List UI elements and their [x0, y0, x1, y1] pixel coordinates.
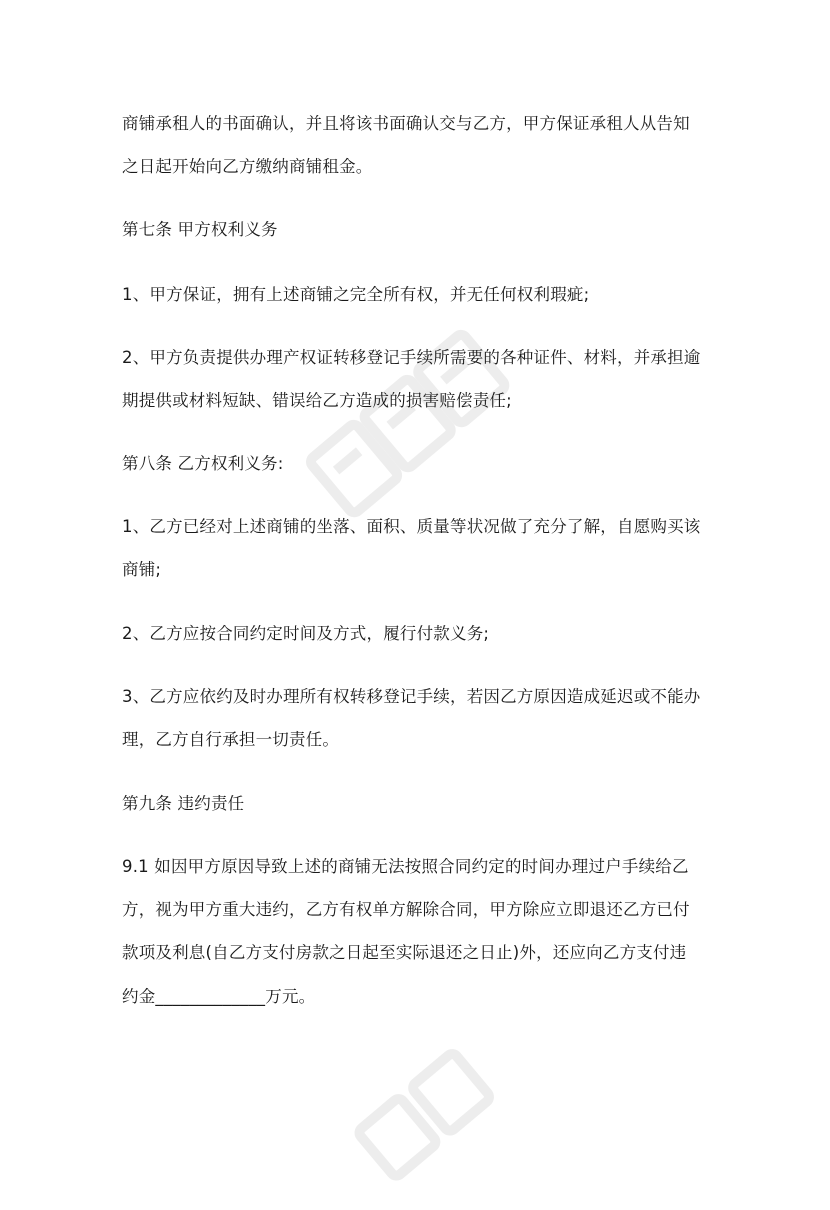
- article-9-heading: 第九条 违约责任: [122, 794, 245, 813]
- article-7-item-2-line-1: 2、甲方负责提供办理产权证转移登记手续所需要的各种证件、材料，并承担逾: [122, 348, 701, 367]
- article-9-clause-1-line-1: 9.1 如因甲方原因导致上述的商铺无法按照合同约定的时间办理过户手续给乙: [122, 857, 689, 876]
- article-9-clause-1-line-4: 约金_____________万元。: [122, 987, 316, 1006]
- article-8-item-2: 2、乙方应按合同约定时间及方式，履行付款义务;: [122, 624, 490, 643]
- watermark-stamp-bottom-icon: [300, 1010, 560, 1210]
- article-9-clause-1-line-3: 款项及利息(自乙方支付房款之日起至实际退还之日止)外，还应向乙方支付违: [122, 943, 687, 962]
- article-7-heading: 第七条 甲方权利义务: [122, 220, 278, 239]
- article-7-item-1: 1、甲方保证，拥有上述商铺之完全所有权，并无任何权利瑕疵;: [122, 285, 590, 304]
- article-7-item-2-line-2: 期提供或材料短缺、错误给乙方造成的损害赔偿责任;: [122, 391, 512, 410]
- article-8-item-3-line-1: 3、乙方应依约及时办理所有权转移登记手续，若因乙方原因造成延迟或不能办: [122, 687, 701, 706]
- article-8-heading: 第八条 乙方权利义务:: [122, 454, 284, 473]
- article-8-item-1-line-1: 1、乙方已经对上述商铺的坐落、面积、质量等状况做了充分了解，自愿购买该: [122, 517, 701, 536]
- article-9-clause-1-line-2: 方，视为甲方重大违约，乙方有权单方解除合同，甲方除应立即退还乙方已付: [122, 900, 690, 919]
- paragraph-line-1: 商铺承租人的书面确认，并且将该书面确认交与乙方，甲方保证承租人从告知: [122, 114, 690, 133]
- article-8-item-3-line-2: 理，乙方自行承担一切责任。: [122, 730, 340, 749]
- paragraph-line-2: 之日起开始向乙方缴纳商铺租金。: [122, 157, 373, 176]
- article-8-item-1-line-2: 商铺;: [122, 560, 162, 579]
